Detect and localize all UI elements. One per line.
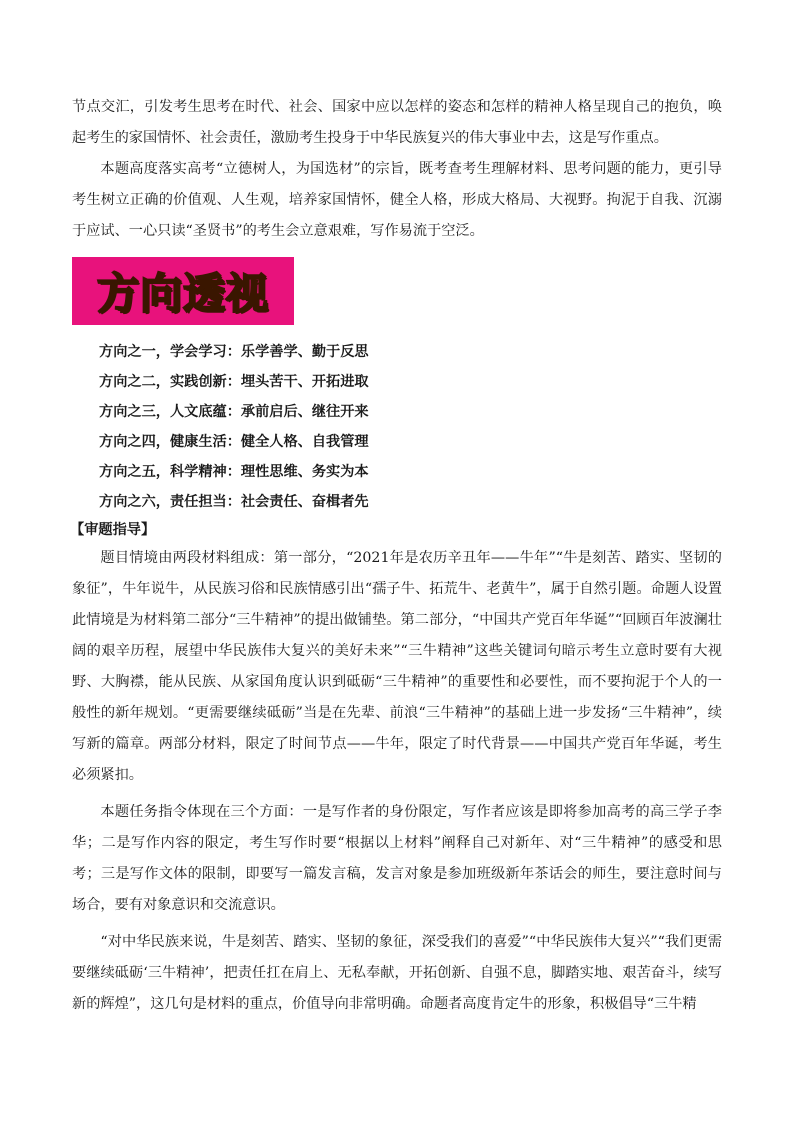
direction-item: 方向之五，科学精神：理性思维、务实为本 xyxy=(99,464,369,480)
section-banner xyxy=(72,257,294,325)
direction-item: 方向之四，健康生活：健全人格、自我管理 xyxy=(99,434,369,450)
section-banner-title: 方向透视 xyxy=(96,269,269,318)
direction-list xyxy=(72,337,722,517)
direction-item: 方向之二，实践创新：埋头苦干、开拓进取 xyxy=(99,374,369,390)
section-banner-container xyxy=(72,257,722,329)
paragraph-topic-purpose: 本题高度落实高考“立德树人，为国选材”的宗旨，既考查考生理解材料、思考问题的能力，更引导考生树立正确的价值观、人生观，培养家国情怀，健全人格，形成大格局、大视野。拘泥于自我、沉溺于应试、一心只读“圣贤书”的考生会立意艰难，写作易流于空泛。 xyxy=(72,161,722,239)
direction-item: 方向之六，责任担当：社会责任、奋楫者先 xyxy=(99,494,369,510)
paragraph-guidance-key-sentences: “对中华民族来说，牛是刻苦、踏实、坚韧的象征，深受我们的喜爱”“中华民族伟大复兴”“我们更需要继续砥砺‘三牛精神’，把责任扛在肩上、无私奉献，开拓创新、自强不息，脚踏实地、艰苦奋斗，续写新的辉煌”，这几句是材料的重点，价值导向非常明确。命题者高度肯定牛的形象，积极倡导“三牛精 xyxy=(72,934,722,1012)
paragraph-intro-continuation: 节点交汇，引发考生思考在时代、社会、国家中应以怎样的姿态和怎样的精神人格呈现自己的抱负，唤起考生的家国情怀、社会责任，激励考生投身于中华民族复兴的伟大事业中去，这是写作重点。 xyxy=(72,99,722,146)
paragraph-guidance-material: 题目情境由两段材料组成：第一部分，“2021年是农历辛丑年——牛年”“牛是刻苦、踏实、坚韧的象征”，牛年说牛，从民族习俗和民族情感引出“孺子牛、拓荒牛、老黄牛”，属于自然引题。命题人设置此情境是为材料第二部分“三牛精神”的提出做铺垫。第二部分，“中国共产党百年华诞”“回顾百年波澜壮阔的艰辛历程，展望中华民族伟大复兴的美好未来”“三牛精神”这些关键词句暗示考生立意时要有大视野、大胸襟，能从民族、从家国角度认识到砥砺“三牛精神”的重要性和必要性，而不要拘泥于个人的一般性的新年规划。“更需要继续砥砺”当是在先辈、前浪“三牛精神”的基础上进一步发扬“三牛精神”，续写新的篇章。两部分材料，限定了时间节点——牛年，限定了时代背景——中国共产党百年华诞，考生必须紧扣。 xyxy=(72,550,722,783)
document-page xyxy=(72,92,722,1020)
section-heading-guidance: 【审题指导】 xyxy=(70,522,156,538)
paragraph-guidance-task: 本题任务指令体现在三个方面：一是写作者的身份限定，写作者应该是即将参加高考的高三学子李华；二是写作内容的限定，考生写作时要“根据以上材料”阐释自己对新年、对“三牛精神”的感受和思考；三是写作文体的限制，即要写一篇发言稿，发言对象是参加班级新年茶话会的师生，要注意时间与场合，要有对象意识和交流意识。 xyxy=(72,804,722,913)
direction-item: 方向之一，学会学习：乐学善学、勤于反思 xyxy=(99,344,369,360)
direction-item: 方向之三，人文底蕴：承前启后、继往开来 xyxy=(99,404,369,420)
